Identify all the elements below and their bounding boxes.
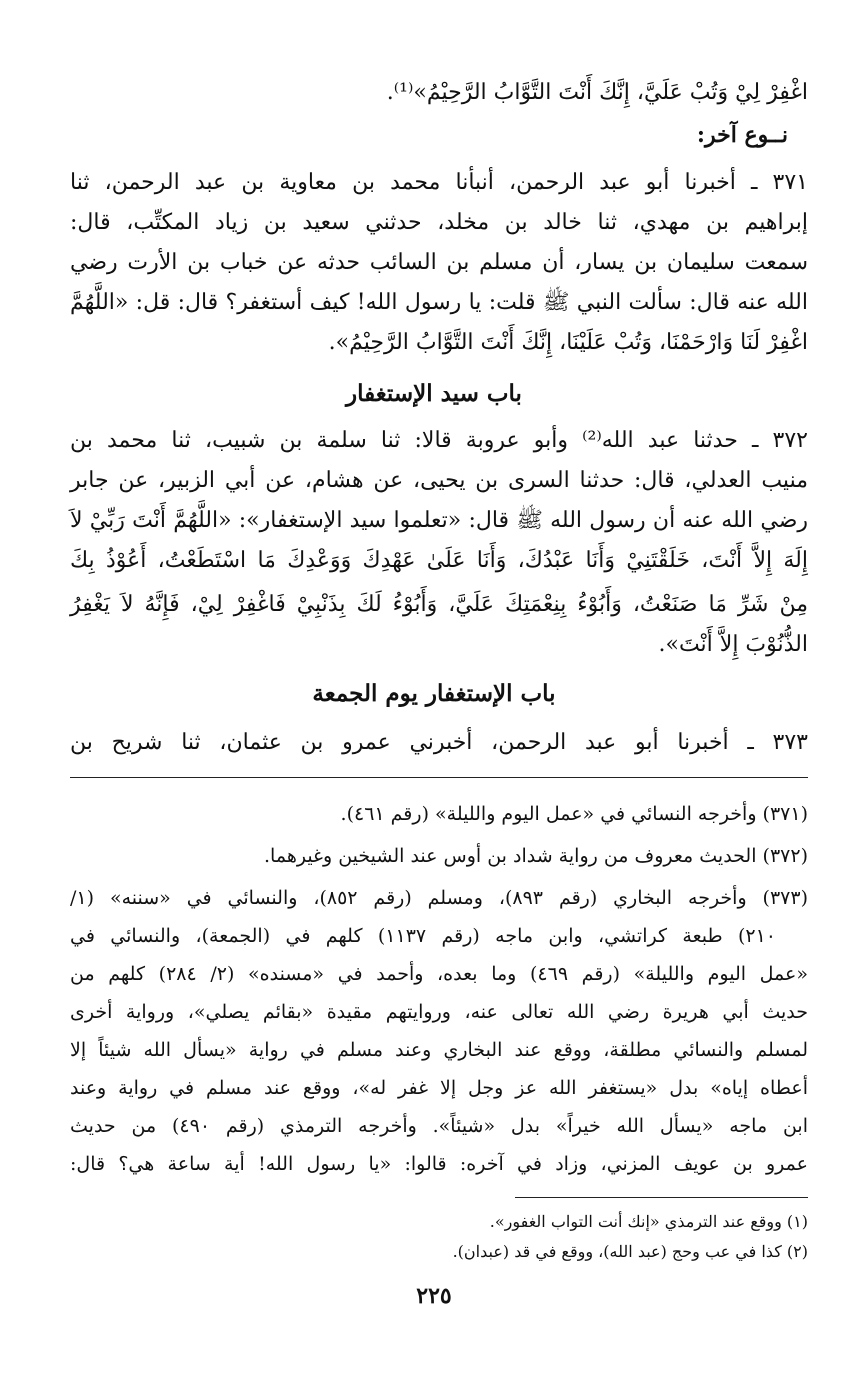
text-line: إِلَهَ إِلاَّ أَنْتَ، خَلَقْتَنِيْ وَأَنَا عَبْدُكَ، وَأَنَا عَلَىٰ عَهْدِكَ وَوَعْدِكَ مَا اسْتَطَعْتُ، أَعُوْذُ بِكَ xyxy=(70,548,808,573)
page-number: ٢٢٥ xyxy=(416,1283,452,1309)
text-line: رضي الله عنه أن رسول الله ﷺ قال: «تعلموا سيد الإستغفار»: «اللَّهُمَّ أَنْتَ رَبِّيْ لاَ xyxy=(70,508,808,533)
footnote-line: ابن ماجه «يسأل الله خيراً» بدل «شيئاً». وأخرجه الترمذي (رقم ٤٩٠) من حديث xyxy=(70,1115,808,1137)
footnote-line: حديث أبي هريرة رضي الله تعالى عنه، وروايتهم مقيدة «بقائم يصلي»، ورواية أخرى xyxy=(70,1001,808,1023)
subheading: نــوع آخر: xyxy=(696,122,788,148)
footnote-separator xyxy=(70,777,808,778)
footnote-line: عمرو بن عويف المزني، وزاد في آخره: قالوا: «يا رسول الله! أية ساعة هي؟ قال: xyxy=(70,1153,808,1175)
footnote-line: ٢١٠) طبعة كراتشي، وابن ماجه (رقم ١١٣٧) كلهم في (الجمعة)، والنسائي في xyxy=(70,925,777,947)
text-line: اغْفِرْ لَنَا وَارْحَمْنَا، وَتُبْ عَلَيْنَا، إِنَّكَ أَنْتَ التَّوَّابُ الرَّحِيْمُ». xyxy=(328,330,808,355)
text-line: ٣٧٣ ـ أخبرنا أبو عبد الرحمن، أخبرني عمرو بن عثمان، ثنا شريح بن xyxy=(70,730,808,755)
text-line: سمعت سليمان بن يسار، أن مسلم بن السائب حدثه عن خباب بن الأرت رضي xyxy=(70,250,808,275)
footnote-line: لمسلم والنسائي مطلقة، ووقع عند البخاري وعند مسلم في رواية «يسأل الله شيئاً إلا xyxy=(70,1039,808,1061)
text-line: إبراهيم بن مهدي، ثنا خالد بن مخلد، حدثني سعيد بن زياد المكتِّب، قال: xyxy=(70,210,808,235)
endnote: (١) ووقع عند الترمذي «إنك أنت التواب الغفور». xyxy=(489,1212,808,1231)
text-line: منيب العدلي، قال: حدثنا السرى بن يحيى، عن هشام، عن أبي الزبير، عن جابر xyxy=(70,468,808,493)
section-heading: باب الإستغفار يوم الجمعة xyxy=(312,680,556,707)
text-line: ٣٧٢ ـ حدثنا عبد الله⁽²⁾ وأبو عروبة قالا: ثنا سلمة بن شبيب، ثنا محمد بن xyxy=(70,428,808,453)
text-line: ٣٧١ ـ أخبرنا أبو عبد الرحمن، أنبأنا محمد بن معاوية بن عبد الرحمن، ثنا xyxy=(70,170,808,195)
text-line: الذُّنُوْبَ إِلاَّ أَنْتَ». xyxy=(658,632,808,657)
footnote-line: أعطاه إياه» بدل «يستغفر الله عز وجل إلا غفر له»، ووقع عند مسلم في رواية وعند xyxy=(70,1077,808,1099)
footnote-line: (٣٧٣) وأخرجه البخاري (رقم ٨٩٣)، ومسلم (رقم ٨٥٢)، والنسائي في «سننه» (١/ xyxy=(70,887,809,909)
footnote-line: (٣٧١) وأخرجه النسائي في «عمل اليوم والليلة» (رقم ٤٦١). xyxy=(340,803,808,825)
footnote-line: «عمل اليوم والليلة» (رقم ٤٦٩) وما بعده، وأحمد في «مسنده» (٢/ ٢٨٤) كلهم من xyxy=(70,963,808,985)
text-line: مِنْ شَرِّ مَا صَنَعْتُ، وَأَبُوْءُ بِنِعْمَتِكَ عَلَيَّ، وَأَبُوْءُ لَكَ بِذَنْبِيْ فَاغْفِرْ لِيْ، فَإِنَّهُ لاَ يَغْفِرُ xyxy=(70,592,808,617)
text-line: الله عنه قال: سألت النبي ﷺ قلت: يا رسول الله! كيف أستغفر؟ قال: قل: «اللَّهُمَّ xyxy=(70,290,808,315)
footnote-line: (٣٧٢) الحديث معروف من رواية شداد بن أوس عند الشيخين وغيرهما. xyxy=(264,845,808,867)
section-heading: باب سيد الإستغفار xyxy=(346,380,522,407)
text-line: اغْفِرْ لِيْ وَتُبْ عَلَيَّ، إِنَّكَ أَنْتَ التَّوَّابُ الرَّحِيْمُ»⁽¹⁾. xyxy=(386,80,808,105)
endnote-separator xyxy=(515,1197,808,1198)
endnote: (٢) كذا في عب وحج (عبد الله)، ووقع في قد (عبدان). xyxy=(452,1242,808,1261)
